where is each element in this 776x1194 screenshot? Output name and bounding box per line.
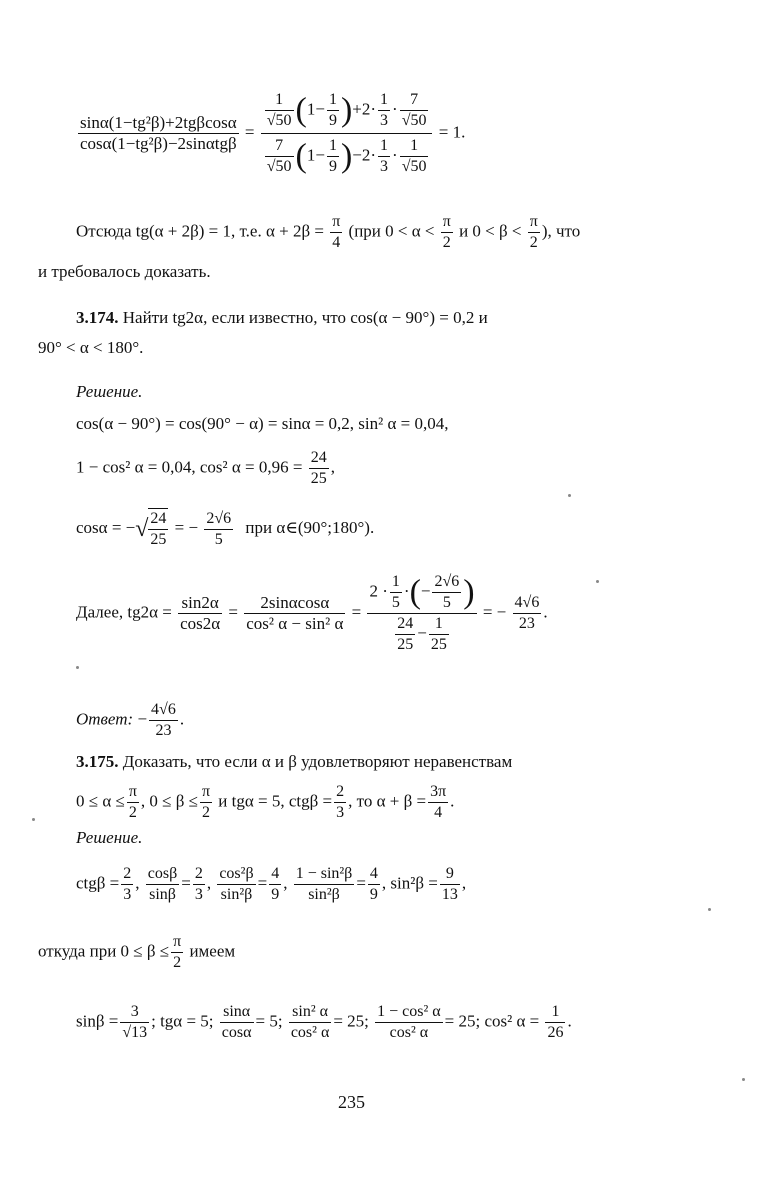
scan-speck [742,1078,745,1081]
scan-speck [568,494,571,497]
term: 1− [306,145,325,165]
d: sin²β [217,884,255,905]
frac-pi-4 [330,212,342,253]
rhs-numerator [261,90,433,133]
f [545,1002,565,1043]
text: и 0 < β < [459,221,522,241]
text: = − [174,517,199,537]
d: 25 [397,636,414,653]
f [375,1002,443,1043]
n: 1 [551,1003,560,1020]
lhs-numerator: sinα(1−tg²β)+2tgβcosα [80,113,237,132]
lhs-denominator: cosα(1−tg²β)−2sinαtgβ [80,134,237,153]
text: 1 − cos² α = 0,04, cos² α = 0,96 = [76,457,303,477]
n: 2√6 [206,509,232,527]
frac-pi-2 [127,782,139,823]
frac-1-25 [429,614,449,655]
dot: · [392,145,398,165]
n: 1 [275,91,284,108]
d: 13 [441,886,458,903]
n: 4√6 [514,594,540,611]
frac-24-25 [395,614,415,655]
f [220,1002,254,1043]
n: 1 [328,137,337,154]
t: , [283,873,288,893]
d: 9 [328,158,337,175]
t: имеем [189,941,236,961]
text: при α∈(90°;180°). [245,517,375,537]
frac-sin2a-cos2a [178,593,222,634]
n: 1 [380,91,389,108]
d: 2 [441,232,453,253]
big-fraction [367,572,476,655]
problem-number: 3.174. [76,308,119,327]
d: cosα [221,1024,252,1041]
comma: , [330,457,335,477]
f [368,864,380,905]
t: = 5; [255,1011,283,1031]
d [265,110,294,131]
f [269,864,281,905]
f [294,864,355,905]
d: 25 [150,531,167,548]
d: 23 [513,613,542,634]
d: 3 [194,886,203,903]
d: √50 [401,158,427,175]
n: π [201,783,211,800]
scan-speck [32,818,35,821]
d: √13 [122,1024,148,1041]
d: 23 [149,720,178,741]
n: 2 [194,865,203,882]
problem-174 [76,308,488,328]
n: 1 [410,137,419,154]
frac-pi-2 [200,782,212,823]
t: · [403,581,410,601]
dot: · [392,99,398,119]
d: cos² α [375,1022,443,1043]
frac-pi-2 [171,932,183,973]
sqrt-sign: √ [135,516,149,542]
equals-sign: = [244,122,255,142]
frac-1-3 [378,136,390,177]
t: и tgα = 5, ctgβ = [218,791,333,811]
frac-2sincos [244,593,345,634]
d: 26 [547,1024,564,1041]
n: 4 [271,865,280,882]
term: +2· [352,99,377,119]
n: 7 [275,137,284,154]
problem-175-line2 [76,782,454,823]
n: 2sinαcosα [260,593,330,612]
lhs-fraction [78,113,239,154]
frac-1-sqrt50 [265,90,294,131]
problem-text: Доказать, что если α и β удовлетворяют неравенствам [122,752,513,771]
d: 5 [204,529,233,550]
t: sin²β = [390,873,438,893]
frac-1-sqrt50 [400,136,429,177]
d: 3 [336,804,345,821]
n: 1 [434,615,443,632]
t: ; tgα = 5; [151,1011,214,1031]
n: sin² α [292,1003,328,1020]
f [440,864,460,905]
sqrt50: √50 [266,112,292,129]
t: − [417,623,427,643]
d: 25 [310,470,327,487]
d: 4 [428,802,448,823]
frac-7-sqrt50 [265,136,294,177]
text: cosα = − [76,517,136,537]
d: √50 [401,112,427,129]
eq: = [351,602,362,622]
d: cos² α [290,1024,330,1041]
d: 3 [380,158,389,175]
f [121,864,133,905]
problem-number: 3.175. [76,752,119,771]
problem-175 [76,752,512,772]
d: √50 [266,158,292,175]
paren-close: ) [463,573,475,611]
d: 9 [369,886,378,903]
n: π [332,213,341,230]
dot: . [543,602,548,622]
t: , 0 ≤ β ≤ [140,791,198,811]
solution-line-3 [76,508,374,550]
n: 9 [445,865,454,882]
frac-7-sqrt50 [400,90,429,131]
frac-pi-2 [441,212,453,253]
solution-line-1: cos(α − 90°) = cos(90° − α) = sinα = 0,2, sin² α = 0,04, [76,414,449,433]
f [146,864,179,905]
n: 1 − cos² α [377,1003,441,1020]
n: 1 − sin²β [295,865,353,882]
frac-24-25 [148,508,168,550]
n: 24 [310,449,327,466]
d: 9 [328,112,337,129]
big-den [367,613,476,655]
t: = 25; [333,1011,369,1031]
n: π [529,213,538,230]
eq: = − [482,602,507,622]
d: cos² α − sin² α [246,614,344,633]
n: 4 [369,865,378,882]
n: 3π [430,783,447,800]
answer-line [76,700,184,741]
t: . [450,791,455,811]
n: 24 [397,615,414,632]
d: 9 [271,886,280,903]
frac-3pi-4 [428,782,448,823]
n: 2 [123,865,132,882]
d: 3 [380,112,389,129]
solution-line-2 [76,448,335,489]
n: sin2α [181,593,219,612]
answer-label: Ответ: [76,709,134,729]
d: 5 [432,592,461,613]
d: 5 [391,594,400,611]
term: −2· [352,145,377,165]
n: 1 [391,573,400,590]
t: , то α + β = [348,791,427,811]
t: 2 · [369,581,388,601]
scan-speck [708,908,711,911]
solution-label: Решение. [76,382,143,401]
n: 1 [380,137,389,154]
frac-1-9 [327,90,339,131]
n: 2 [336,783,345,800]
d: 4 [330,232,342,253]
paren-open: ( [409,573,421,611]
t: ctgβ = [76,873,120,893]
t: откуда при 0 ≤ β ≤ [38,941,170,961]
t: , [381,873,387,893]
n: π [442,213,451,230]
t: − [420,581,431,601]
n: 1 [328,91,337,108]
n: cos²β [219,865,254,882]
final-line [76,1002,572,1043]
eq: = [228,602,239,622]
frac-2sqrt6-5 [204,509,233,550]
n: 2√6 [434,573,460,590]
n: cosβ [147,865,178,882]
sign: − [137,709,148,729]
n: 24 [150,510,167,527]
otkuda-line [38,932,235,973]
dot: . [179,709,185,729]
frac-answer [149,700,178,741]
frac-24-25 [309,448,329,489]
paren-close: ) [340,91,353,129]
result: = 1. [438,122,466,142]
term: 1− [306,99,325,119]
t: , [135,873,140,893]
n: 3 [130,1003,139,1020]
paren-close: ) [340,137,353,175]
t: = [181,873,191,893]
d: 3 [123,886,132,903]
f [217,864,255,905]
conclusion-line [76,212,580,253]
frac-1-5 [390,572,402,613]
d: 2 [171,952,183,973]
problem-174-line2: 90° < α < 180°. [38,338,144,357]
text: ), что [541,221,581,241]
d: 2 [127,802,139,823]
t: sinβ = [76,1011,119,1031]
d: 2 [200,802,212,823]
t: , [206,873,212,893]
paren-open: ( [295,137,307,175]
rhs-denominator [261,133,433,177]
frac-pi-2 [528,212,540,253]
t: = [356,873,366,893]
problem-text: Найти tg2α, если известно, что cos(α − 90°) = 0,2 и [122,308,488,327]
big-num [367,572,476,613]
text: (при 0 < α < [348,221,435,241]
solution-label-2: Решение. [76,828,143,847]
frac-2sqrt6-5 [432,572,461,613]
page-number: 235 [338,1092,365,1112]
d: sinβ [146,884,179,905]
paren-open: ( [295,91,307,129]
frac-4sqrt6-23 [513,593,542,634]
conclusion-line-2: и требовалось доказать. [38,262,211,281]
t: = 25; cos² α = [444,1011,540,1031]
frac-1-9 [327,136,339,177]
n: 7 [410,91,419,108]
f [289,1002,332,1043]
solution2-line [76,864,466,905]
text: Отсюда tg(α + 2β) = 1, т.е. α + 2β = [76,221,324,241]
d: 25 [430,636,447,653]
equation-top [76,90,465,177]
frac-2-3 [334,782,346,823]
n: 4√6 [151,701,176,718]
t: , [461,873,467,893]
text: Далее, tg2α = [76,602,172,622]
dalee-line [76,572,548,655]
d: 2 [528,232,540,253]
rhs-fraction [261,90,433,177]
n: sinα [223,1003,251,1020]
t: . [567,1011,572,1031]
t: = [257,873,268,893]
scan-speck [596,580,599,583]
f [193,864,205,905]
frac-1-3 [378,90,390,131]
n: π [173,933,182,950]
f [120,1002,149,1043]
n: π [128,783,137,800]
scan-speck [76,666,79,669]
t: 0 ≤ α ≤ [76,791,125,811]
d: cos2α [180,614,221,633]
d: sin²β [294,884,355,905]
